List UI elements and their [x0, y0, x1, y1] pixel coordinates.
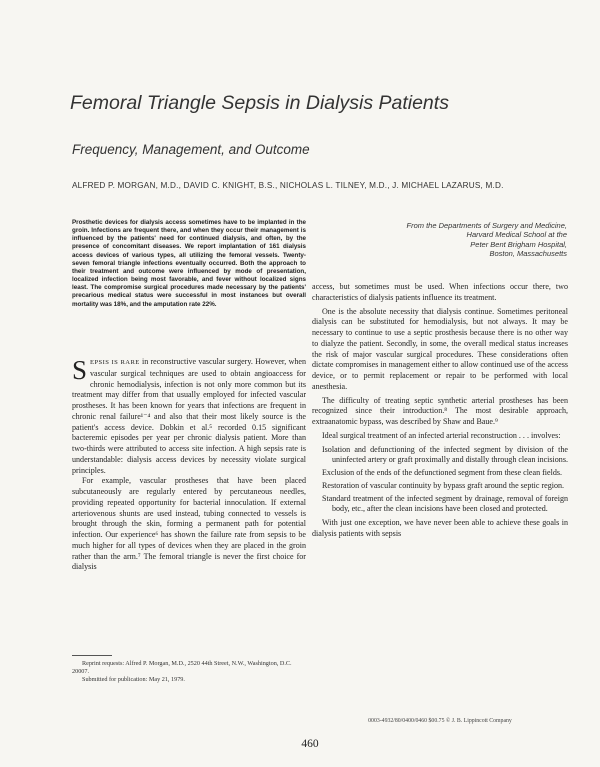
body-paragraph: With just one exception, we have never been able to achieve these goals in dialysis patients with sepsis: [312, 518, 568, 538]
list-item: Exclusion of the ends of the defunctioned segment from these clean fields.: [322, 468, 562, 477]
affiliation-line: Peter Bent Brigham Hospital,: [470, 239, 567, 249]
article-subtitle: Frequency, Management, and Outcome: [72, 142, 310, 157]
affiliation-line: Harvard Medical School at the: [466, 230, 567, 240]
affiliation-line: Boston, Massachusetts: [489, 248, 567, 258]
footnote-line: Submitted for publication: May 21, 1979.: [82, 676, 185, 684]
abstract: Prosthetic devices for dialysis access sometimes have to be implanted in the groin. Infections are frequent there, and when they occur their management is influenced by the patients' need for continued dialysis, and often, by the presence of concomitant diseases. We report implantation of 161 dialysis access devices of various types, all utilizing the femoral vessels. Twenty-seven femoral triangle infections eventually occurred. Both the approach to their treatment and outcome were influenced by mode of presentation, localized infection being most favorable, and fever without localized signs least. The compromise surgical procedures made necessary by the patients' precarious medical status were successful in most instances but overall mortality was 18%, and the amputation rate 22%.: [72, 219, 306, 308]
list-item: Isolation and defunctioning of the infected segment by division of the uninfected artery or graft proximally and distally through clean incisions.: [322, 444, 568, 465]
copyright-line: 0003-4932/80/0400/0460 $00.75 © J. B. Lippincott Company: [368, 718, 512, 724]
footnote-divider: [72, 655, 112, 656]
right-column-body: [312, 282, 568, 540]
list-item: Restoration of vascular continuity by bypass graft around the septic region.: [322, 480, 565, 490]
treatment-steps-list: [322, 445, 568, 516]
body-paragraph: Ideal surgical treatment of an infected arterial reconstruction . . . involves:: [322, 430, 561, 440]
affiliation-line: From the Departments of Surgery and Medicine,: [406, 221, 567, 230]
body-paragraph: One is the absolute necessity that dialysis continue. Sometimes peritoneal dialysis can be substituted for hemodialysis, but not always. It may be necessary to continue to use a septic prosthesis because there is no other way to dialyze the patient. Secondly, in some, the overall medical status increases the risk of major vascular surgical procedures. These considerations often dictate compromises in management either to allow continued use of the access device, or to permit replacement or repair to be performed with local anesthesia.: [312, 306, 568, 391]
body-paragraph: The difficulty of treating septic synthetic arterial prostheses has been recognized since their introduction.⁸ The most desirable approach, extraanatomic bypass, was described by Shaw and Baue.⁹: [312, 395, 568, 426]
paragraph-text: in reconstructive vascular surgery. However, when vascular surgical techniques are used to obtain angioaccess for chronic hemodialysis, infection is not only more common but its treatment may differ from that usually employed for infected vascular prostheses. It has been known for years that infections are frequent in chronic renal failure¹⁻⁴ and also that their most likely source is the patient's access device. Dobkin et al.⁵ recorded 0.15 significant bacteremic episodes per year per chronic dialysis patient. More than two-thirds were attributed to access site infection. A high sepsis rate is understandable: dialysis access devices by necessity violate surgical principles.: [72, 357, 306, 475]
small-caps-lead: EPSIS IS RARE: [90, 359, 140, 366]
page-number: 460: [301, 738, 319, 750]
left-column-body: [72, 357, 306, 573]
footnote-line: Reprint requests: Alfred P. Morgan, M.D., 2520 44th Street, N.W., Washington, D.C. 20007.: [72, 660, 292, 676]
body-paragraph: [72, 357, 306, 476]
list-item: Standard treatment of the infected segment by drainage, removal of foreign body, etc., after the clean incisions have been closed and protected.: [322, 493, 568, 514]
drop-cap: S: [72, 355, 88, 385]
affiliation: [312, 221, 567, 258]
author-list: ALFRED P. MORGAN, M.D., DAVID C. KNIGHT, B.S., NICHOLAS L. TILNEY, M.D., J. MICHAEL LAZARUS, M.D.: [72, 181, 504, 190]
body-paragraph: For example, vascular prostheses that have been placed subcutaneously are regularly entered by percutaneous needles, providing repeated opportunity for bacterial innoculation. If external arteriovenous shunts are used instead, tubing connected to vessels is brought through the skin, forming a permanent path for potential infection. Our experience⁶ has shown the failure rate from sepsis to be much higher for all types of devices when they are placed in the groin rather than the arm.⁷ The femoral triangle is never the first choice for dialysis: [72, 476, 306, 572]
body-paragraph: access, but sometimes must be used. When infections occur there, two characteristics of dialysis patients influence its treatment.: [312, 282, 568, 302]
article-title: Femoral Triangle Sepsis in Dialysis Patients: [70, 92, 449, 114]
footnote: [72, 660, 306, 685]
